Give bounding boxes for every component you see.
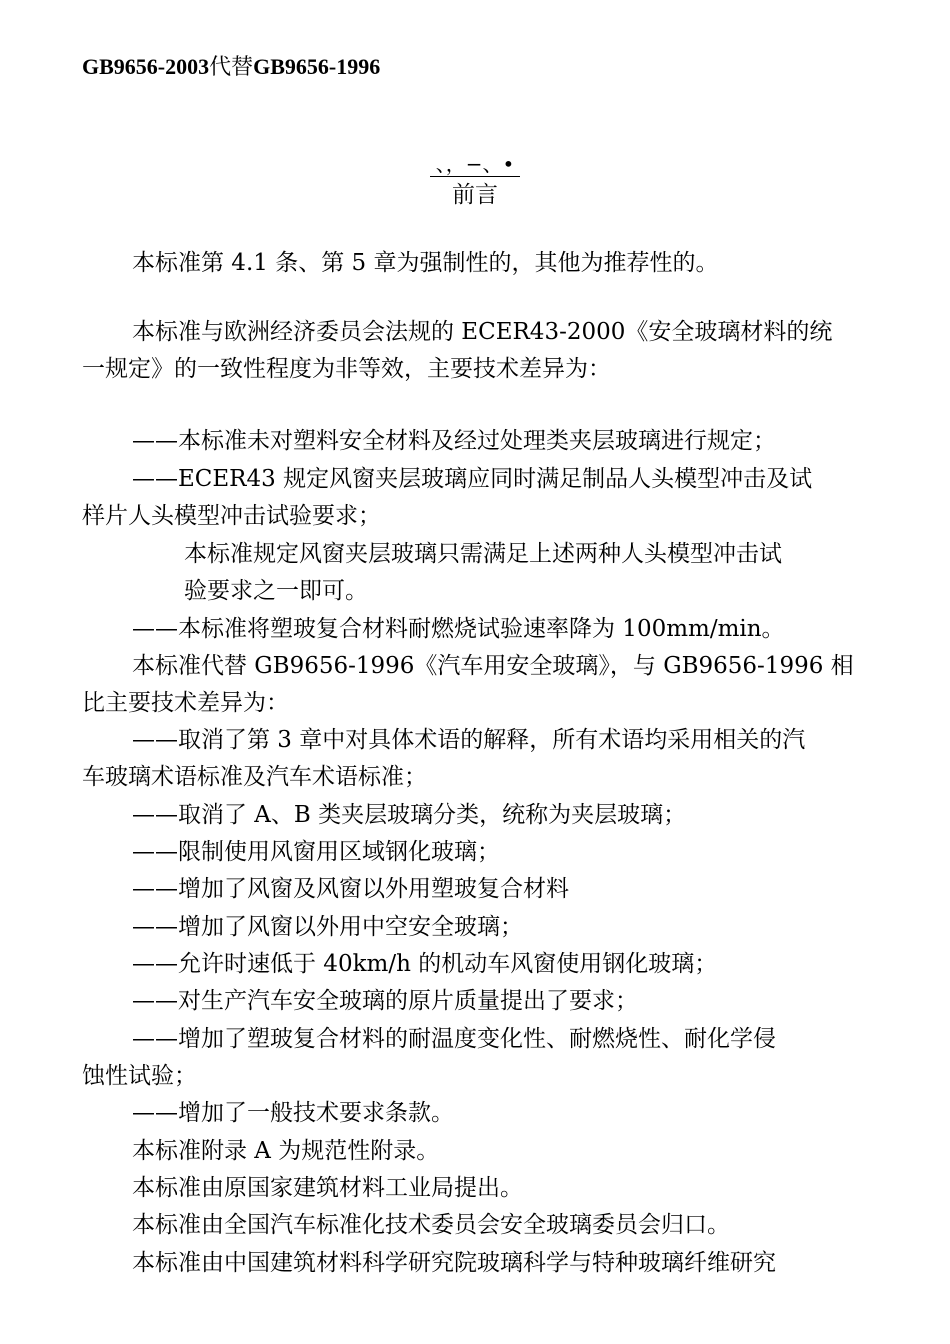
text-line: 样片人头模型冲击试验要求； [82,503,381,529]
text-line: 本标准由中国建筑材料科学研究院玻璃科学与特种玻璃纤维研究 [132,1250,776,1276]
text-line: 本标准附录 A 为规范性附录。 [132,1138,440,1164]
text-line: 本标准由原国家建筑材料工业局提出。 [132,1175,523,1201]
standard-code: GB9656-2003 [82,54,210,79]
text-line: 本标准代替 GB9656-1996《汽车用安全玻璃》，与 GB9656-1996 相 [132,653,854,679]
text-line: 车玻璃术语标准及汽车术语标准； [82,764,427,790]
text-line: ——限制使用风窗用区域钢化玻璃； [132,839,500,865]
text-line: ——对生产汽车安全玻璃的原片质量提出了要求； [132,988,638,1014]
replaces-label: 代替 [209,54,254,79]
text-line: 本标准规定风窗夹层玻璃只需满足上述两种人头模型冲击试 [184,541,782,567]
text-line: ——本标准将塑玻复合材料耐燃烧试验速率降为 100mm/min。 [132,616,785,642]
text-line: 一规定》的一致性程度为非等效，主要技术差异为： [82,356,611,382]
text-line: ——取消了 A、B 类夹层玻璃分类，统称为夹层玻璃； [132,802,687,828]
text-line: 本标准第 4.1 条、第 5 章为强制性的，其他为推荐性的。 [132,250,719,276]
text-line: ——ECER43 规定风窗夹层玻璃应同时满足制品人头模型冲击及试 [132,466,813,492]
text-line: ——允许时速低于 40km/h 的机动车风窗使用钢化玻璃； [132,951,718,977]
punctuation-marks: 、，−、• [430,152,520,177]
text-line: ——取消了第 3 章中对具体术语的解释，所有术语均采用相关的汽 [132,727,806,753]
text-line: ——增加了风窗以外用中空安全玻璃； [132,914,523,940]
text-line: 本标准与欧洲经济委员会法规的 ECER43-2000《安全玻璃材料的统 [132,319,833,345]
text-line: 蚀性试验； [82,1063,197,1089]
text-line: 本标准由全国汽车标准化技术委员会安全玻璃委员会归口。 [132,1212,730,1238]
text-line: 比主要技术差异为： [82,690,289,716]
text-line: ——增加了风窗及风窗以外用塑玻复合材料 [132,876,569,902]
document-code-header [82,50,380,81]
page-title: 前言 [452,182,498,208]
replaced-standard-code: GB9656-1996 [253,54,381,79]
text-line: ——增加了一般技术要求条款。 [132,1100,454,1126]
text-line: 验要求之一即可。 [184,578,368,604]
text-line: ——本标准未对塑料安全材料及经过处理类夹层玻璃进行规定； [132,428,776,454]
text-line: ——增加了塑玻复合材料的耐温度变化性、耐燃烧性、耐化学侵 [132,1026,776,1052]
